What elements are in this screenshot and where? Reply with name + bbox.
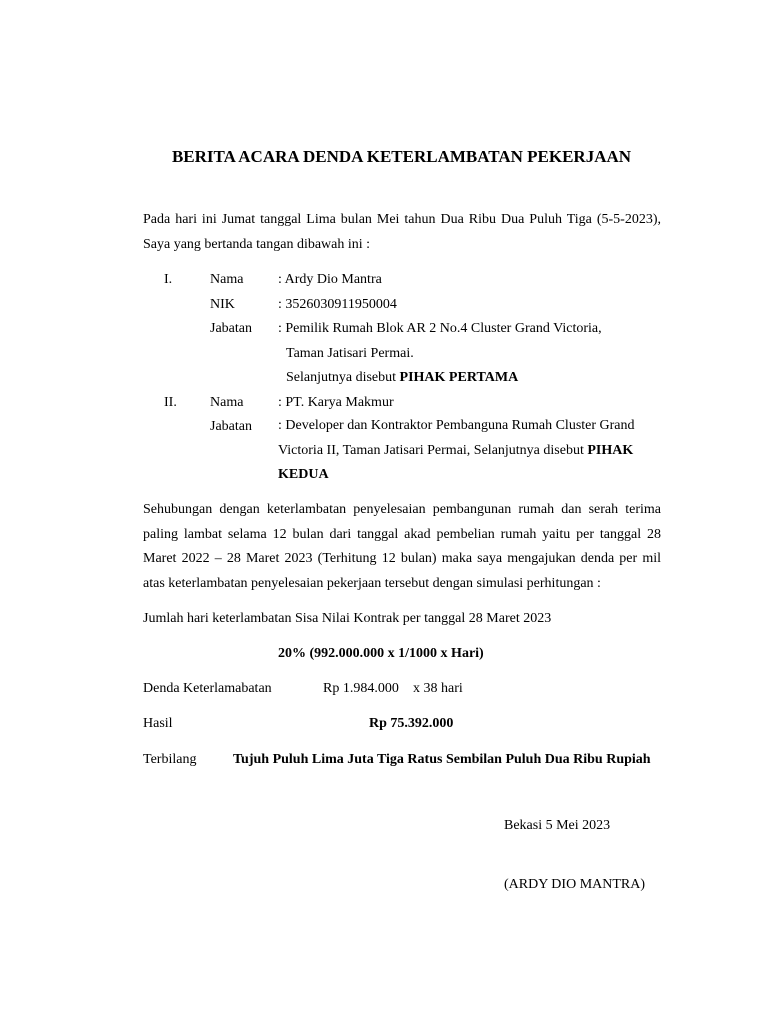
party2-jabatan-text: : Developer dan Kontraktor Pembanguna Rumah Cluster Grand Victoria II, Taman Jatisari Permai, Selanjutnya disebut	[278, 418, 635, 458]
party1-alias: PIHAK PERTAMA	[399, 370, 519, 385]
denda-label: Denda Keterlamabatan	[143, 681, 272, 696]
party1-nik-label: NIK	[210, 297, 235, 312]
denda-multiplier: x 38 hari	[413, 681, 463, 696]
party1-number: I.	[164, 272, 173, 287]
party1-alias-line	[286, 368, 518, 388]
party1-alias-prefix: Selanjutnya disebut	[286, 370, 400, 385]
party1-nama-value: : Ardy Dio Mantra	[278, 272, 382, 287]
intro-paragraph: Pada hari ini Jumat tanggal Lima bulan Mei tahun Dua Ribu Dua Puluh Tiga (5-5-2023), Saya yang bertanda tangan dibawah ini :	[143, 212, 661, 252]
party1-jabatan-line2: Taman Jatisari Permai.	[286, 346, 414, 361]
signature-name: (ARDY DIO MANTRA)	[504, 877, 646, 892]
party2-jabatan-label: Jabatan	[210, 419, 252, 434]
party2-nama-value: : PT. Karya Makmur	[278, 395, 394, 410]
party2-nama-label: Nama	[210, 395, 244, 410]
party2-alias: PIHAK KEDUA	[278, 442, 634, 482]
hasil-label: Hasil	[143, 716, 173, 731]
party1-nik-value: : 3526030911950004	[278, 297, 397, 312]
place-date: Bekasi 5 Mei 2023	[504, 818, 611, 833]
party1-jabatan-line1: : Pemilik Rumah Blok AR 2 No.4 Cluster Grand Victoria,	[278, 321, 602, 336]
party2-jabatan-block	[278, 414, 648, 488]
party1-jabatan-label: Jabatan	[210, 321, 252, 336]
denda-amount: Rp 1.984.000	[323, 681, 399, 696]
terbilang-value: Tujuh Puluh Lima Juta Tiga Ratus Sembilan Puluh Dua Ribu Rupiah	[233, 752, 651, 767]
terbilang-label: Terbilang	[143, 752, 197, 767]
hasil-value: Rp 75.392.000	[369, 716, 454, 731]
party1-nama-label: Nama	[210, 272, 244, 287]
body-paragraph: Sehubungan dengan keterlambatan penyelesaian pembangunan rumah dan serah terima paling lambat selama 12 bulan dari tanggal akad pembelian rumah yaitu per tanggal 28 Maret 2022 – 28 Maret 2023 (Terhitung 12 bulan) maka saya mengajukan denda per mil atas keterlambatan penyelesaian pekerjaan tersebut dengan simulasi perhitungan :	[143, 502, 661, 591]
document-title: BERITA ACARA DENDA KETERLAMBATAN PEKERJAAN	[171, 147, 632, 166]
party2-number: II.	[164, 395, 177, 410]
jumlah-line: Jumlah hari keterlambatan Sisa Nilai Kontrak per tanggal 28 Maret 2023	[143, 611, 552, 626]
formula: 20% (992.000.000 x 1/1000 x Hari)	[278, 646, 484, 661]
